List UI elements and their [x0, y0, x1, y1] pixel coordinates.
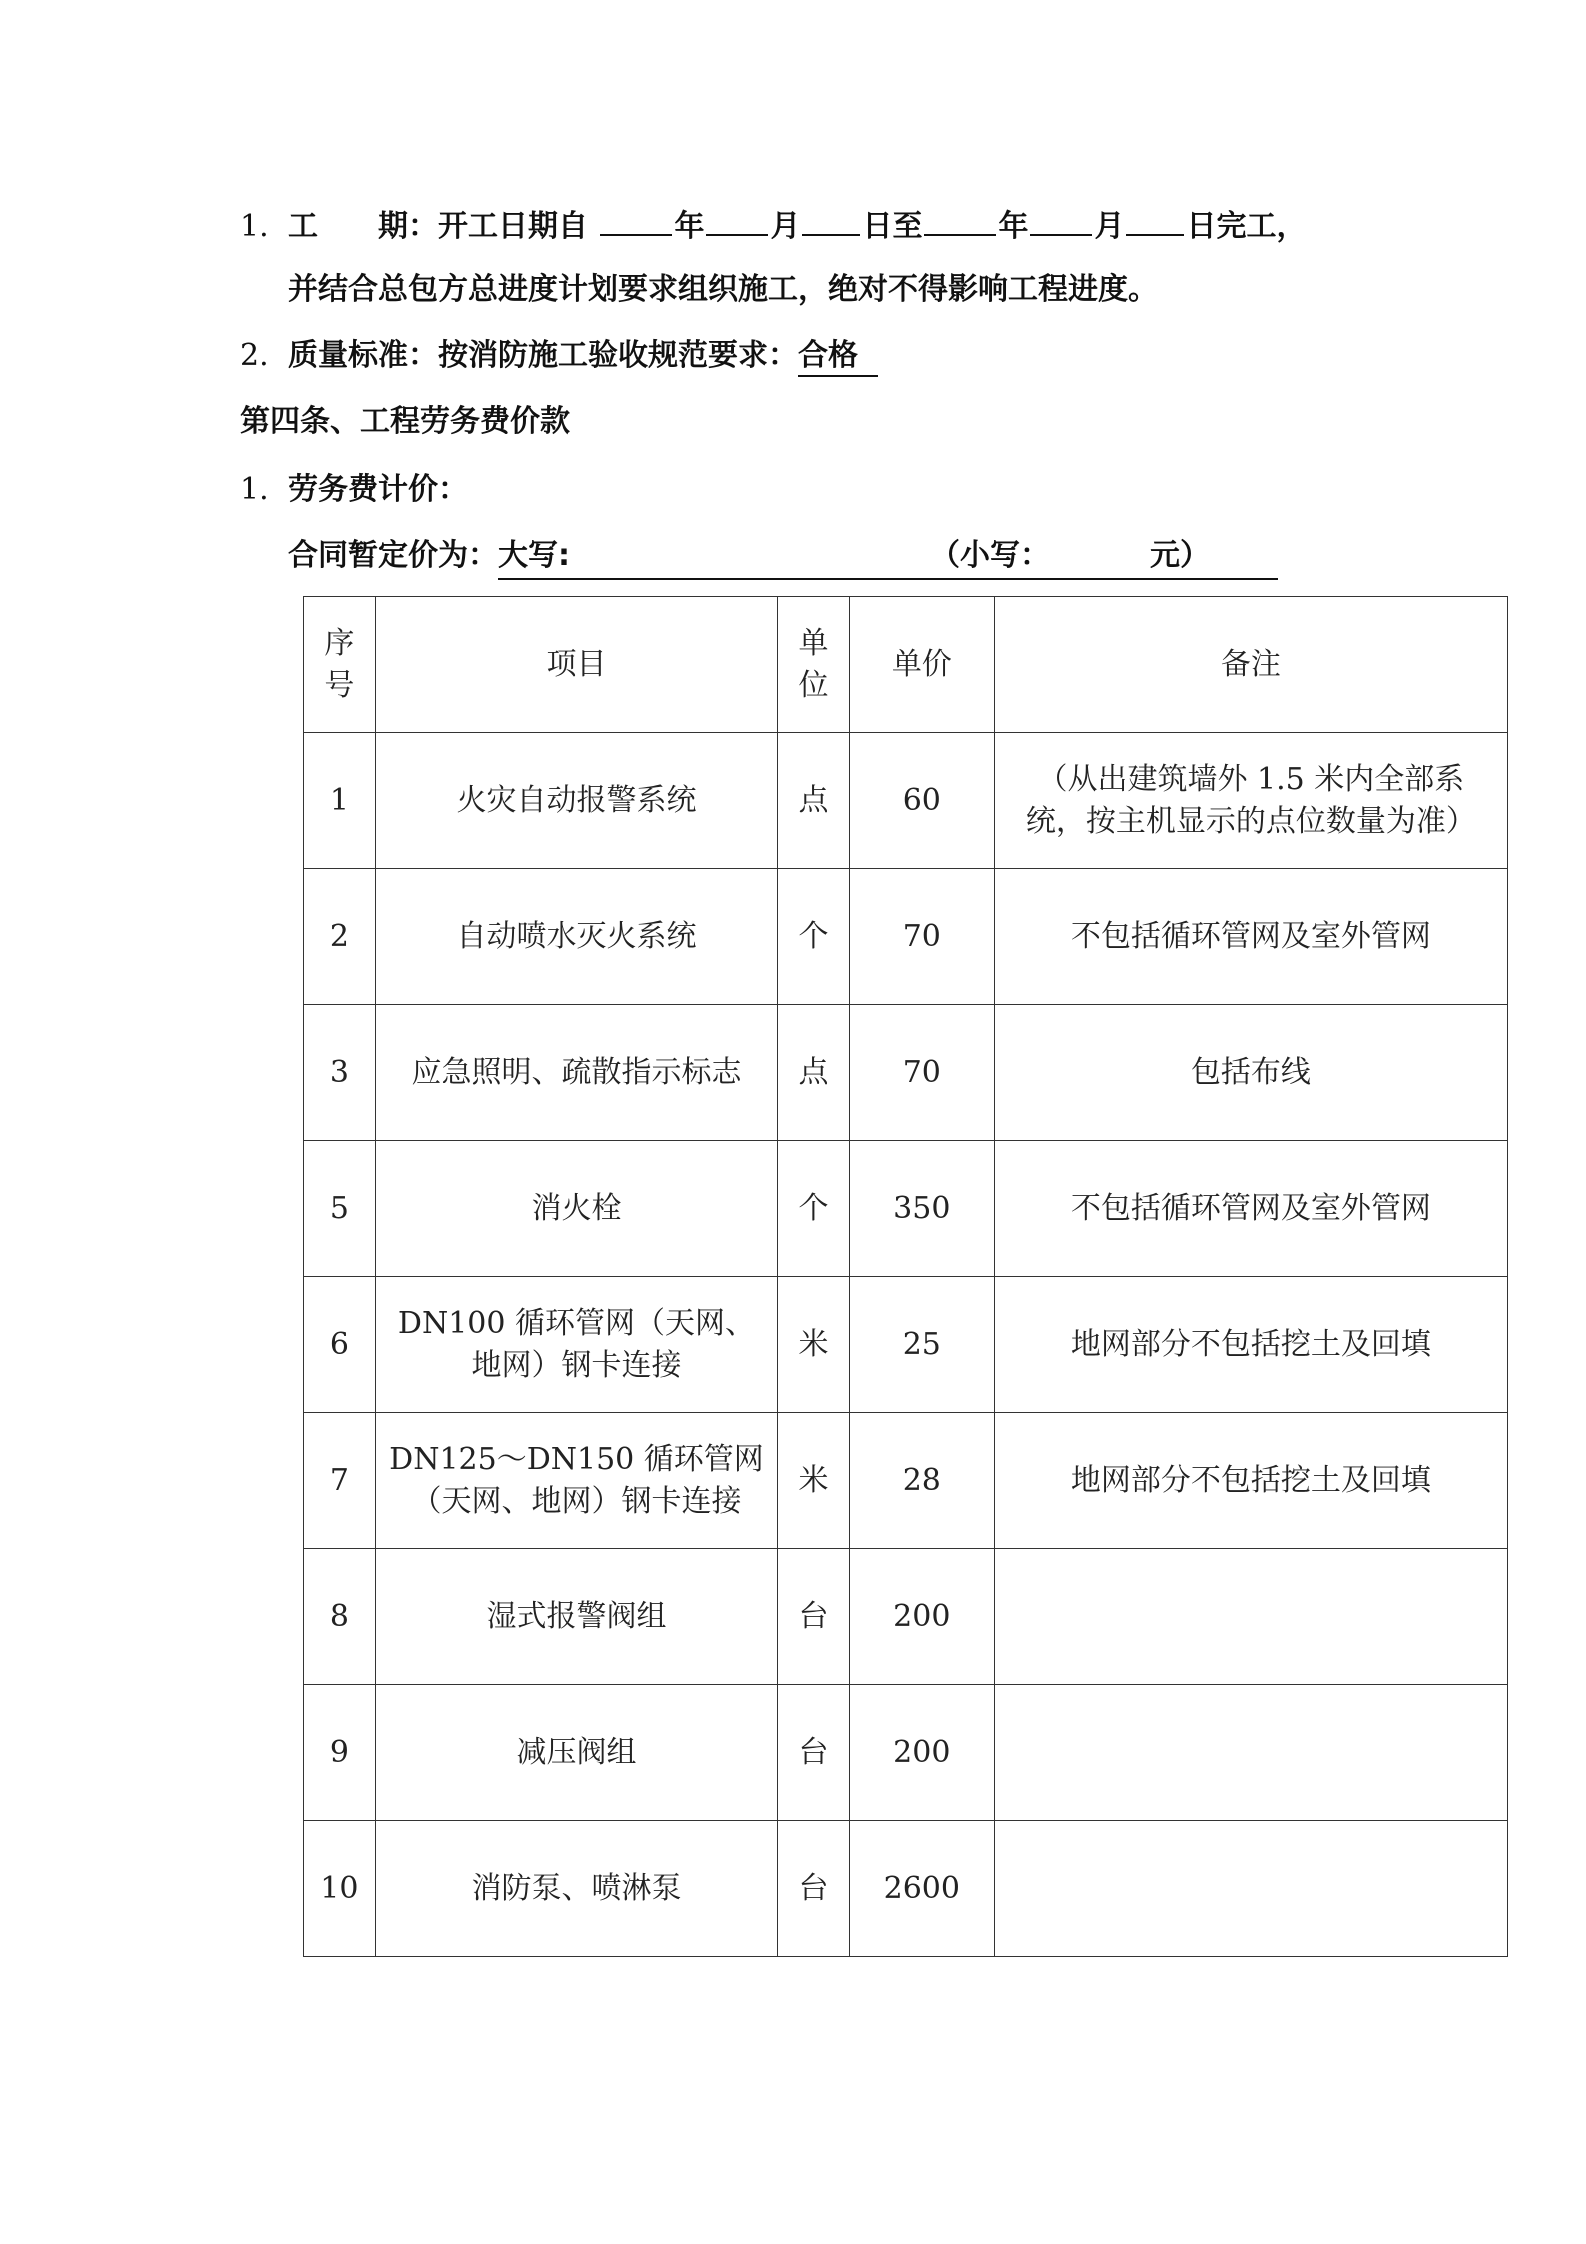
cell-item: 消防泵、喷淋泵 — [375, 1821, 777, 1957]
cell-unit: 台 — [778, 1549, 850, 1685]
cell-no: 2 — [304, 869, 376, 1005]
start-day-label: 日至 — [862, 209, 923, 244]
start-year-blank[interactable] — [600, 204, 672, 236]
clause-number: 1. — [240, 209, 269, 244]
cell-price: 200 — [849, 1549, 994, 1685]
header-unit — [778, 597, 850, 733]
numeric-amount-open: （小写： — [930, 538, 1050, 573]
end-day-blank[interactable] — [1126, 204, 1184, 236]
cell-unit: 米 — [778, 1277, 850, 1413]
cell-note — [994, 1549, 1507, 1685]
cell-price: 28 — [849, 1413, 994, 1549]
cell-item: 火灾自动报警系统 — [375, 733, 777, 869]
cell-price: 25 — [849, 1277, 994, 1413]
table-row — [304, 1413, 1508, 1549]
cell-item: 自动喷水灭火系统 — [375, 869, 777, 1005]
table-row — [304, 869, 1508, 1005]
end-year-blank[interactable] — [924, 204, 996, 236]
contract-price-field[interactable] — [498, 536, 1278, 580]
cell-note — [994, 1685, 1507, 1821]
article-title: 第四条、工程劳务费价款 — [240, 404, 570, 439]
cell-unit: 点 — [778, 1005, 850, 1141]
table-row — [304, 1277, 1508, 1413]
cell-no: 6 — [304, 1277, 376, 1413]
cell-no: 9 — [304, 1685, 376, 1821]
labor-fee-table — [303, 596, 1508, 1957]
cell-item: DN125～DN150 循环管网（天网、地网）钢卡连接 — [375, 1413, 777, 1549]
table-row — [304, 1005, 1508, 1141]
cell-price: 70 — [849, 869, 994, 1005]
clause-number: 2. — [240, 338, 269, 373]
end-day-label: 日完工， — [1186, 209, 1307, 244]
cell-unit: 米 — [778, 1413, 850, 1549]
cell-note — [994, 1821, 1507, 1957]
end-year-label: 年 — [998, 209, 1029, 244]
cell-unit: 点 — [778, 733, 850, 869]
cell-unit: 个 — [778, 869, 850, 1005]
cell-unit: 台 — [778, 1685, 850, 1821]
table-row — [304, 1549, 1508, 1685]
header-no-char: 号 — [324, 667, 355, 703]
table-row — [304, 733, 1508, 869]
cell-item: 消火栓 — [375, 1141, 777, 1277]
cell-item: 减压阀组 — [375, 1685, 777, 1821]
start-date-label: ：开工日期自 — [408, 209, 588, 244]
labor-fee-label: 劳务费计价： — [288, 472, 468, 507]
construction-period-line — [240, 204, 1306, 247]
construction-period-label: 工 期 — [288, 209, 408, 244]
cell-note: 不包括循环管网及室外管网 — [994, 1141, 1507, 1277]
cell-no: 7 — [304, 1413, 376, 1549]
start-month-blank[interactable] — [706, 204, 768, 236]
capital-amount-label: 大写: — [498, 538, 570, 573]
start-month-label: 月 — [770, 209, 801, 244]
cell-item: 应急照明、疏散指示标志 — [375, 1005, 777, 1141]
cell-no: 8 — [304, 1549, 376, 1685]
header-item: 项目 — [375, 597, 777, 733]
end-month-blank[interactable] — [1030, 204, 1092, 236]
start-year-label: 年 — [674, 209, 705, 244]
table-header-row — [304, 597, 1508, 733]
cell-item: 湿式报警阀组 — [375, 1549, 777, 1685]
cell-price: 60 — [849, 733, 994, 869]
cell-item: DN100 循环管网（天网、地网）钢卡连接 — [375, 1277, 777, 1413]
quality-standard-line — [240, 336, 878, 376]
table-row — [304, 1685, 1508, 1821]
cell-unit: 台 — [778, 1821, 850, 1957]
header-no — [304, 597, 376, 733]
cell-price: 2600 — [849, 1821, 994, 1957]
cell-no: 10 — [304, 1821, 376, 1957]
cell-unit: 个 — [778, 1141, 850, 1277]
quality-standard-label: 质量标准：按消防施工验收规范要求： — [288, 338, 798, 373]
cell-price: 70 — [849, 1005, 994, 1141]
start-day-blank[interactable] — [802, 204, 860, 236]
cell-no: 3 — [304, 1005, 376, 1141]
header-no-char: 序 — [324, 625, 355, 661]
cell-price: 200 — [849, 1685, 994, 1821]
header-unit-char: 单 — [798, 625, 829, 661]
header-note: 备注 — [994, 597, 1507, 733]
labor-fee-line — [240, 470, 468, 510]
schedule-requirement-text: 并结合总包方总进度计划要求组织施工，绝对不得影响工程进度。 — [288, 272, 1158, 307]
cell-note: 地网部分不包括挖土及回填 — [994, 1413, 1507, 1549]
cell-price: 350 — [849, 1141, 994, 1277]
contract-price-label: 合同暂定价为： — [288, 538, 498, 573]
cell-no: 1 — [304, 733, 376, 869]
table-row — [304, 1821, 1508, 1957]
cell-note: 地网部分不包括挖土及回填 — [994, 1277, 1507, 1413]
header-unit-char: 位 — [798, 667, 829, 703]
cell-note: 包括布线 — [994, 1005, 1507, 1141]
contract-price-line — [288, 536, 1278, 580]
cell-no: 5 — [304, 1141, 376, 1277]
quality-standard-value: 合格 — [798, 338, 878, 377]
table-row — [304, 1141, 1508, 1277]
clause-number: 1. — [240, 472, 269, 507]
numeric-amount-close: 元） — [1150, 538, 1210, 573]
cell-note: 不包括循环管网及室外管网 — [994, 869, 1507, 1005]
end-month-label: 月 — [1094, 209, 1125, 244]
header-price: 单价 — [849, 597, 994, 733]
cell-note: （从出建筑墙外 1.5 米内全部系统，按主机显示的点位数量为准） — [994, 733, 1507, 869]
